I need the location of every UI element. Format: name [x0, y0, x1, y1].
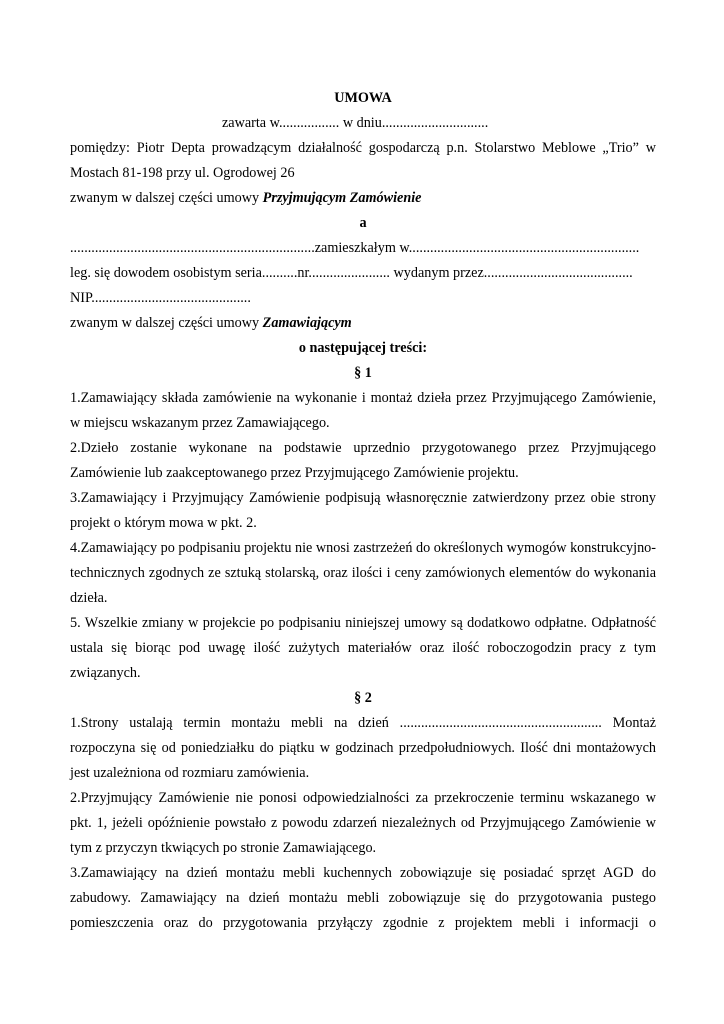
concluded-line: zawarta w................. w dniu.............................. [222, 115, 489, 131]
and-separator: a [359, 215, 367, 231]
section-2-paragraph-2: 2.Przyjmujący Zamówienie nie ponosi odpowiedzialności za przekroczenie terminu wskazanego w pkt. 1, jeżeli opóźnienie powstało z powodu zdarzeń niezależnych od Przyjmującego Zamówienie w tym z przyczyn tkwiących po stronie Zamawiającego. [70, 790, 656, 856]
between-line-2: Mostach 81-198 przy ul. Ogrodowej 26 [70, 165, 295, 181]
document-body [70, 86, 656, 936]
party-name-contractor: Przyjmującym Zamówienie [262, 190, 422, 206]
section-2-paragraph-1: 1.Strony ustalają termin montażu mebli na dzień ......................................................... Montaż rozpoczyna się od poniedziałku do piątku w godzinach przedpołudniowych. Ilość dni montażowych jest uzależniona od rozmiaru zamówienia. [70, 715, 656, 781]
section-1-paragraph-4: 4.Zamawiający po podpisaniu projektu nie wnosi zastrzeżeń do określonych wymogów konstrukcyjno-technicznych zgodnych ze sztuką stolarską, oraz ilości i ceny zamówionych elementów do wykonania dzieła. [70, 540, 656, 606]
section-1-paragraph-1: 1.Zamawiający składa zamówienie na wykonanie i montaż dzieła przez Przyjmującego Zamówienie, w miejscu wskazanym przez Zamawiającego. [70, 390, 656, 431]
section-2-paragraph-3: 3.Zamawiający na dzień montażu mebli kuchennych zobowiązuje się posiadać sprzęt AGD do zabudowy. Zamawiający na dzień montażu mebli zobowiązuje się do przygotowania pustego pomieszczenia oraz do przygotowania przyłączy zgodnie z projektem mebli i informacji o [70, 865, 656, 931]
called-line-1 [70, 186, 656, 211]
party2-line-3: NIP............................................. [70, 290, 251, 306]
party2-line-2: leg. się dowodem osobistym seria..........nr....................... wydanym przez.......................................... [70, 265, 633, 281]
party-name-client: Zamawiającym [262, 315, 352, 331]
content-heading: o następującej treści: [298, 340, 428, 356]
section-2-heading: § 2 [354, 690, 372, 706]
called-prefix-2: zwanym w dalszej części umowy [70, 315, 263, 331]
section-1-heading: § 1 [354, 365, 372, 381]
section-1-paragraph-3: 3.Zamawiający i Przyjmujący Zamówienie podpisują własnoręcznie zatwierdzony przez obie strony projekt o którym mowa w pkt. 2. [70, 490, 656, 531]
called-prefix-1: zwanym w dalszej części umowy [70, 190, 263, 206]
section-1-paragraph-5: 5. Wszelkie zmiany w projekcie po podpisaniu niniejszej umowy są dodatkowo odpłatne. Odpłatność ustala się biorąc pod uwagę ilość zużytych materiałów oraz ilość roboczogodzin pracy z tym związanych. [70, 615, 656, 681]
called-line-2 [70, 311, 656, 336]
party2-line-1: .....................................................................zamieszkałym w................................................................. [70, 240, 640, 256]
between-line-1: pomiędzy: Piotr Depta prowadzącym działalność gospodarczą p.n. Stolarstwo Meblowe „Trio” w [70, 140, 656, 156]
document-title: UMOWA [334, 90, 392, 106]
section-1-paragraph-2: 2.Dzieło zostanie wykonane na podstawie uprzednio przygotowanego przez Przyjmującego Zamówienie lub zaakceptowanego przez Przyjmującego Zamówienie projektu. [70, 440, 656, 481]
